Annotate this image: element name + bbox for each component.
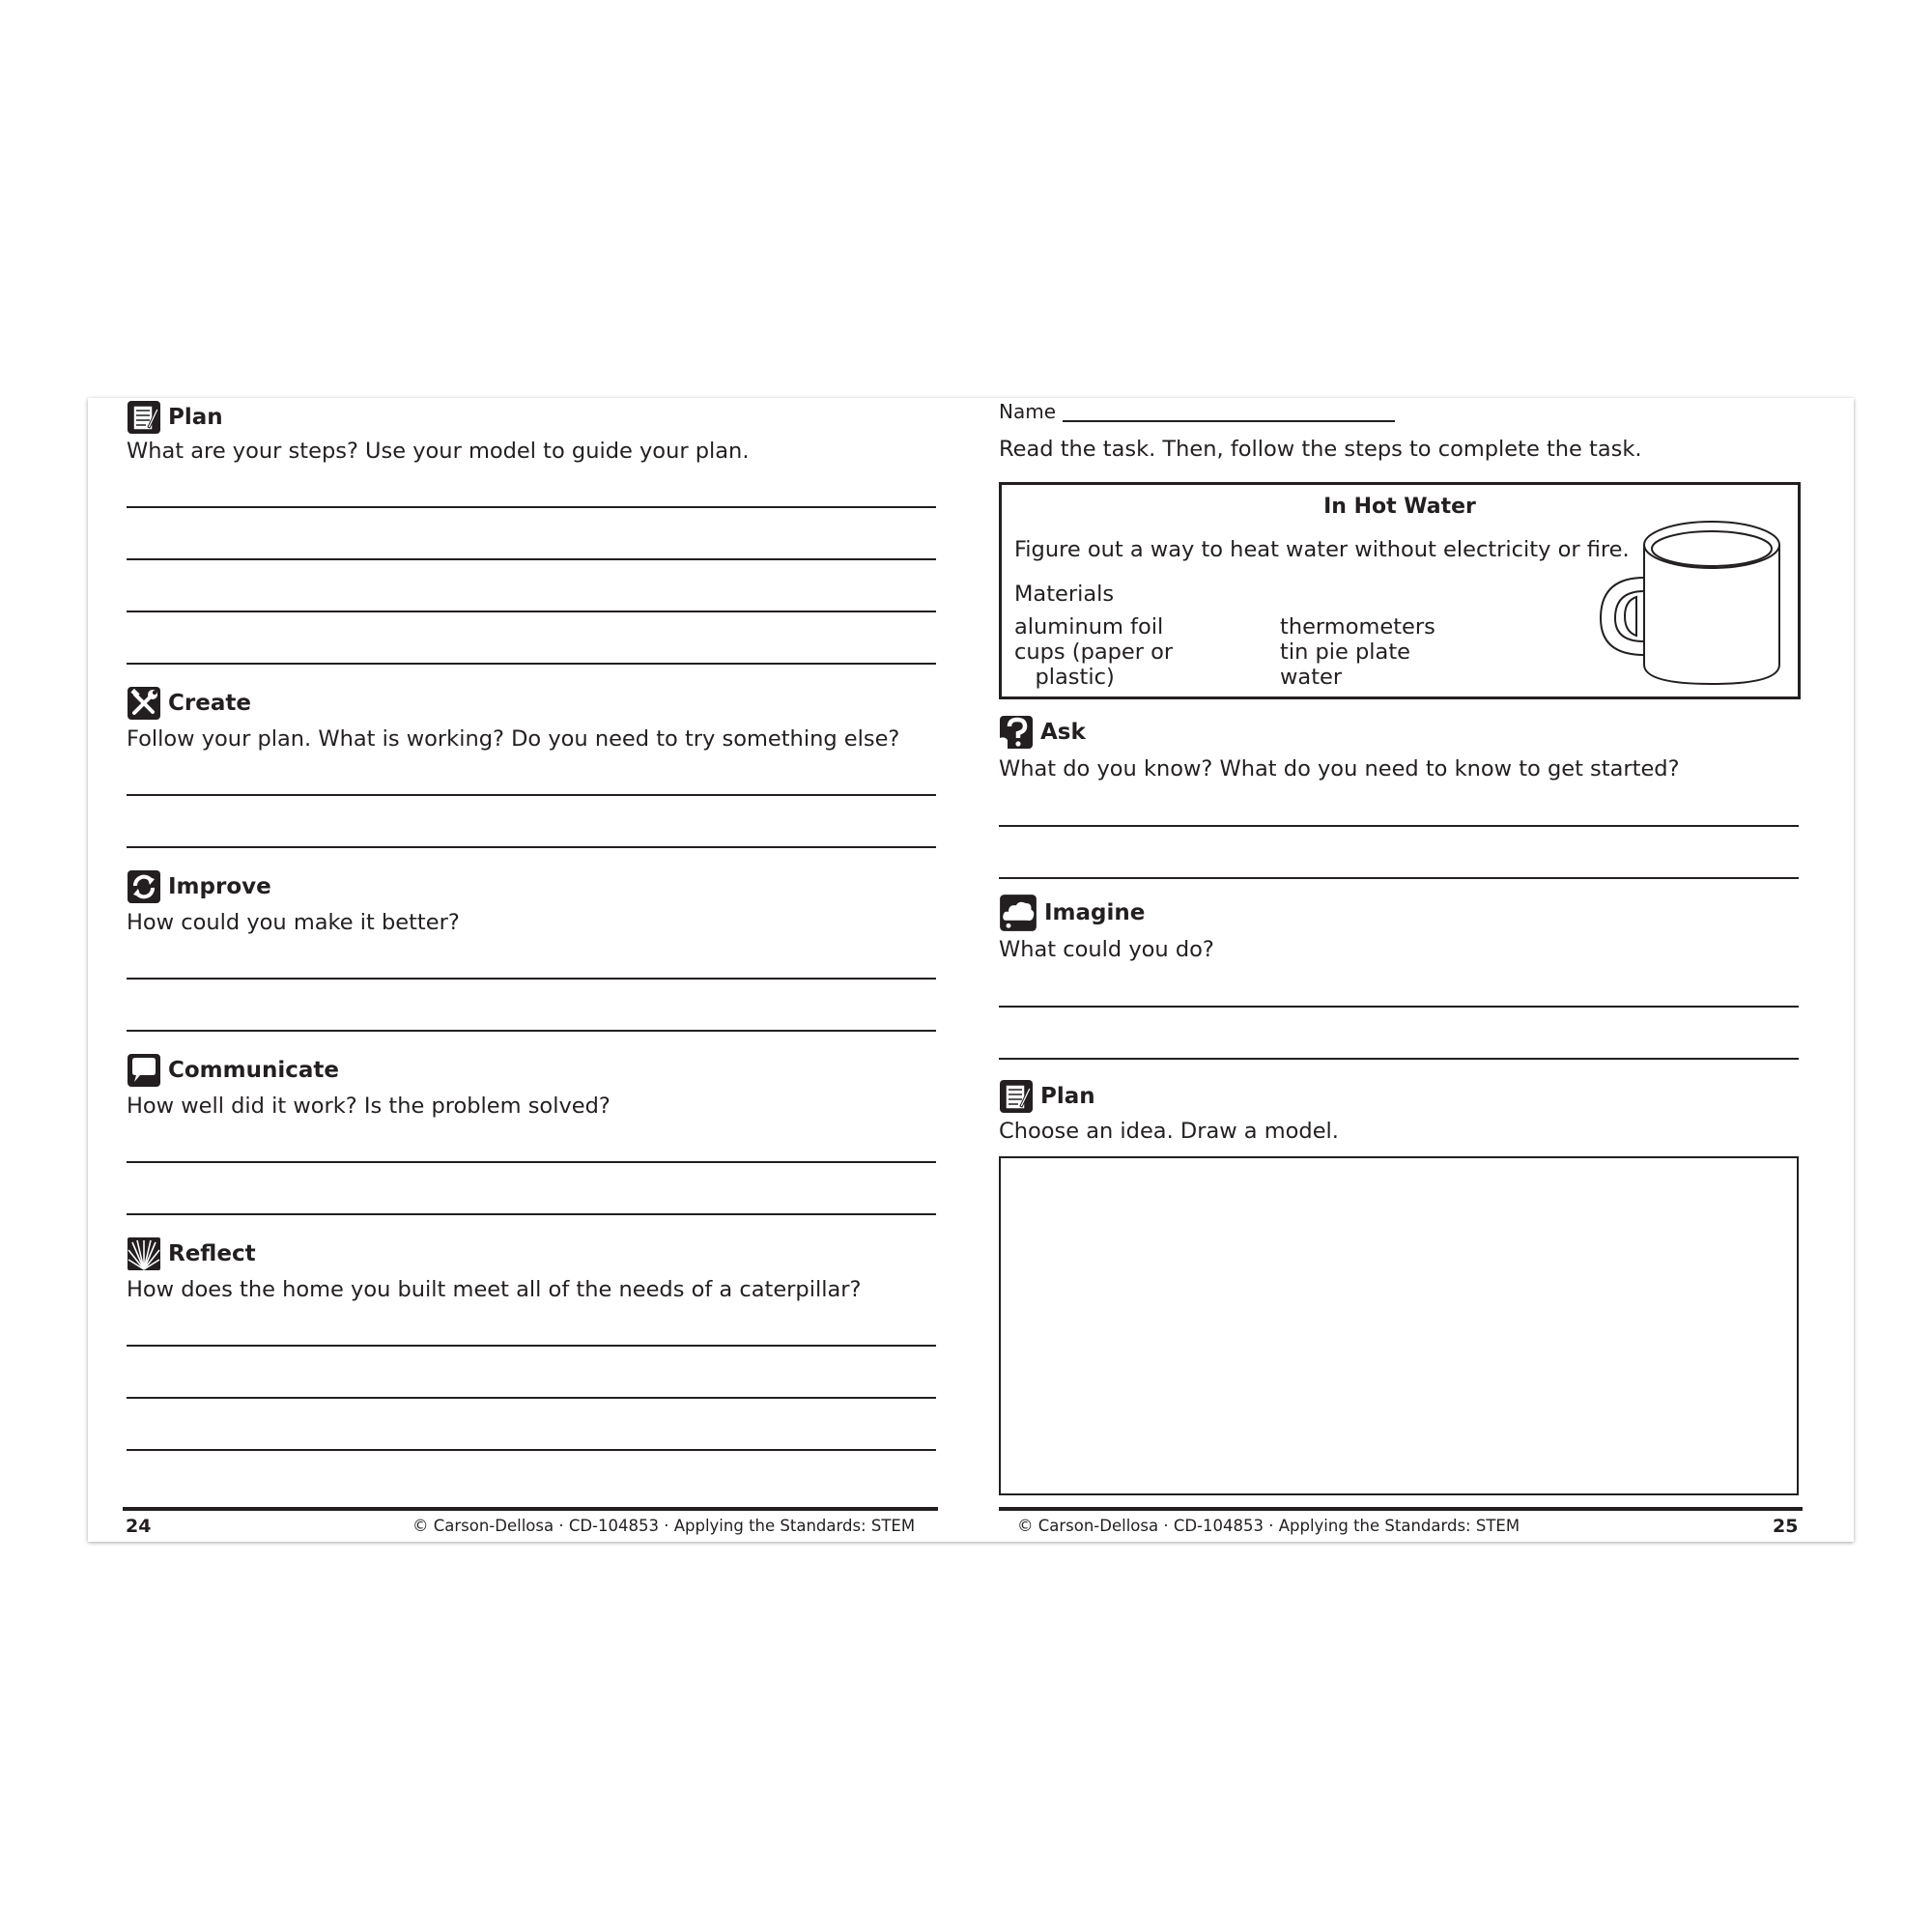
section-heading-plan (127, 400, 223, 435)
section-heading-communicate (127, 1053, 339, 1088)
tools-icon (127, 686, 161, 721)
name-label: Name (999, 400, 1057, 423)
speech-bubble-icon (127, 1053, 161, 1088)
section-heading-plan (999, 1079, 1095, 1114)
answer-line[interactable] (999, 1006, 1799, 1008)
section-question: How does the home you built meet all of the needs of a caterpillar? (127, 1277, 862, 1302)
materials-column-2 (1280, 614, 1435, 690)
section-question: What are your steps? Use your model to guide your plan. (127, 439, 750, 464)
section-heading-improve (127, 869, 271, 904)
notepad-icon (999, 1079, 1034, 1114)
answer-line[interactable] (127, 611, 936, 612)
footer-credit: © Carson-Dellosa · CD-104853 · Applying the Standards: STEM (412, 1517, 916, 1535)
task-title: In Hot Water (1323, 495, 1476, 519)
mug-icon (1596, 510, 1789, 694)
material-item: aluminum foil (1014, 614, 1164, 639)
section-heading-imagine (999, 895, 1145, 930)
section-label: Improve (168, 874, 271, 899)
answer-line[interactable] (999, 877, 1799, 879)
answer-line[interactable] (127, 1213, 936, 1215)
answer-line[interactable] (127, 1161, 936, 1163)
section-question: Choose an idea. Draw a model. (999, 1119, 1339, 1144)
section-label: Imagine (1044, 900, 1146, 925)
instructions: Read the task. Then, follow the steps to complete the task. (999, 437, 1642, 462)
materials-column-1 (1014, 614, 1173, 690)
model-drawing-box[interactable] (999, 1156, 1799, 1495)
footer-rule (123, 1507, 938, 1511)
section-heading-create (127, 686, 251, 721)
question-mark-icon (999, 715, 1034, 750)
answer-line[interactable] (127, 978, 936, 980)
refresh-icon (127, 869, 161, 904)
answer-line[interactable] (127, 1345, 936, 1347)
cloud-icon (999, 894, 1037, 932)
answer-line[interactable] (127, 663, 936, 665)
answer-line[interactable] (127, 846, 936, 848)
material-item: water (1280, 665, 1343, 690)
name-input-line[interactable] (1063, 420, 1395, 422)
material-item: tin pie plate (1280, 639, 1410, 665)
answer-line[interactable] (127, 558, 936, 560)
section-label: Ask (1040, 720, 1086, 745)
materials-heading: Materials (1014, 582, 1115, 607)
material-item: thermometers (1280, 614, 1435, 639)
material-item: plastic) (1014, 665, 1115, 690)
section-question: How well did it work? Is the problem solved? (127, 1094, 611, 1119)
section-label: Communicate (168, 1058, 339, 1083)
section-heading-reflect (127, 1236, 256, 1271)
answer-line[interactable] (999, 825, 1799, 827)
workbook-spread (88, 398, 1854, 1542)
page-number: 25 (1773, 1516, 1799, 1537)
answer-line[interactable] (127, 1397, 936, 1399)
right-page (971, 398, 1854, 1542)
section-question: How could you make it better? (127, 910, 460, 935)
page-number: 24 (126, 1516, 152, 1537)
answer-line[interactable] (127, 1449, 936, 1451)
section-label: Reflect (168, 1241, 256, 1266)
sunburst-icon (127, 1236, 161, 1271)
material-item: cups (paper or (1014, 639, 1174, 665)
section-label: Plan (1040, 1084, 1095, 1109)
footer-credit: © Carson-Dellosa · CD-104853 · Applying the Standards: STEM (1017, 1517, 1520, 1535)
section-label: Create (168, 691, 251, 716)
section-label: Plan (168, 405, 223, 430)
section-question: What do you know? What do you need to know to get started? (999, 756, 1680, 781)
footer-rule (999, 1507, 1803, 1511)
section-question: What could you do? (999, 937, 1214, 962)
answer-line[interactable] (127, 794, 936, 796)
task-description: Figure out a way to heat water without electricity or fire. (1014, 537, 1630, 562)
answer-line[interactable] (127, 506, 936, 508)
answer-line[interactable] (127, 1030, 936, 1032)
answer-line[interactable] (999, 1058, 1799, 1060)
section-heading-ask (999, 715, 1086, 750)
notepad-icon (127, 400, 161, 435)
task-box (999, 482, 1801, 699)
left-page (88, 398, 971, 1542)
section-question: Follow your plan. What is working? Do you need to try something else? (127, 726, 900, 752)
